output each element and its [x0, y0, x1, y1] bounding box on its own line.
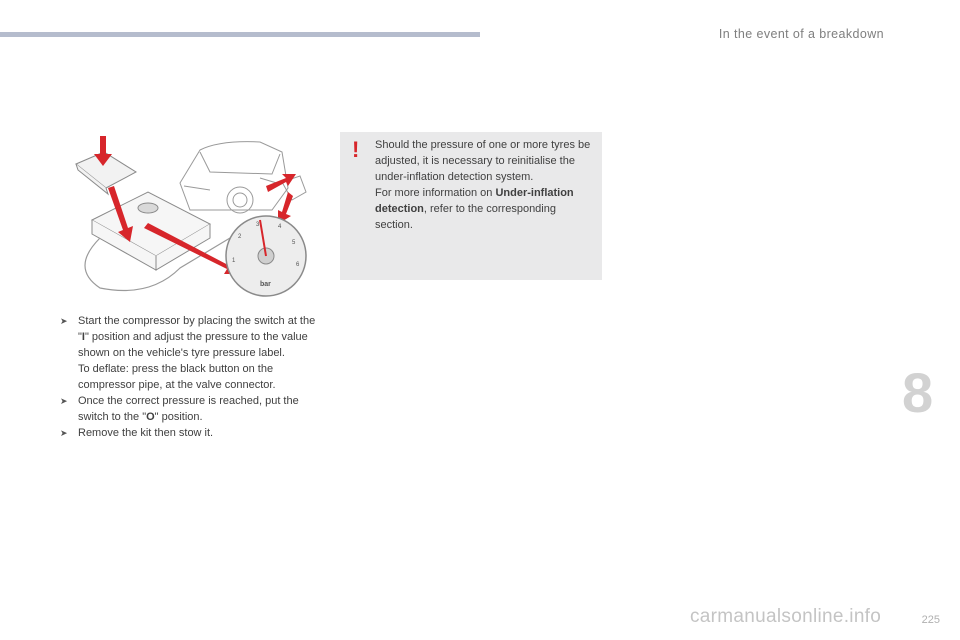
arrow-bullet-icon: ➤ — [60, 396, 68, 406]
warning-paragraph: Should the pressure of one or more tyres be adjusted, it is necessary to reinitialise the under-inflation detection system. — [375, 139, 591, 183]
chapter-number: 8 — [902, 361, 934, 424]
warning-text — [375, 137, 593, 233]
gauge-unit: bar — [260, 281, 271, 288]
step-text: Start the compressor by placing the switch at the "I" position and adjust the pressure to the value shown on the vehicle's tyre pressure label. — [78, 315, 316, 359]
car-outline — [180, 142, 288, 213]
compressor-illustration — [60, 128, 318, 304]
warning-icon: ! — [352, 137, 360, 162]
warning-box — [340, 132, 602, 280]
section-title: In the event of a breakdown — [718, 27, 884, 41]
gauge-tick: 2 — [238, 234, 242, 240]
warning-paragraph: For more information on Under-inflation detection, refer to the corresponding section. — [375, 187, 574, 231]
gauge-tick: 1 — [232, 258, 236, 264]
gauge-tick: 3 — [256, 222, 260, 228]
list-item — [58, 313, 320, 393]
page-number: 225 — [921, 614, 940, 626]
pressure-gauge — [226, 216, 306, 296]
step-text: Once the correct pressure is reached, put the switch to the "O" position. — [78, 395, 299, 423]
list-item — [58, 425, 320, 441]
header-bar — [0, 32, 480, 37]
arrow-bullet-icon: ➤ — [60, 428, 68, 438]
gauge-tick: 4 — [278, 224, 282, 230]
watermark: carmanualsonline.info — [690, 606, 882, 627]
list-item — [58, 393, 320, 425]
instruction-list — [58, 313, 320, 441]
gauge-tick: 5 — [292, 240, 296, 246]
step-text: Remove the kit then stow it. — [78, 427, 214, 439]
gauge-tick: 6 — [296, 262, 300, 268]
arrow-bullet-icon: ➤ — [60, 316, 68, 326]
step-subtext: To deflate: press the black button on the compressor pipe, at the valve connector. — [78, 363, 276, 391]
